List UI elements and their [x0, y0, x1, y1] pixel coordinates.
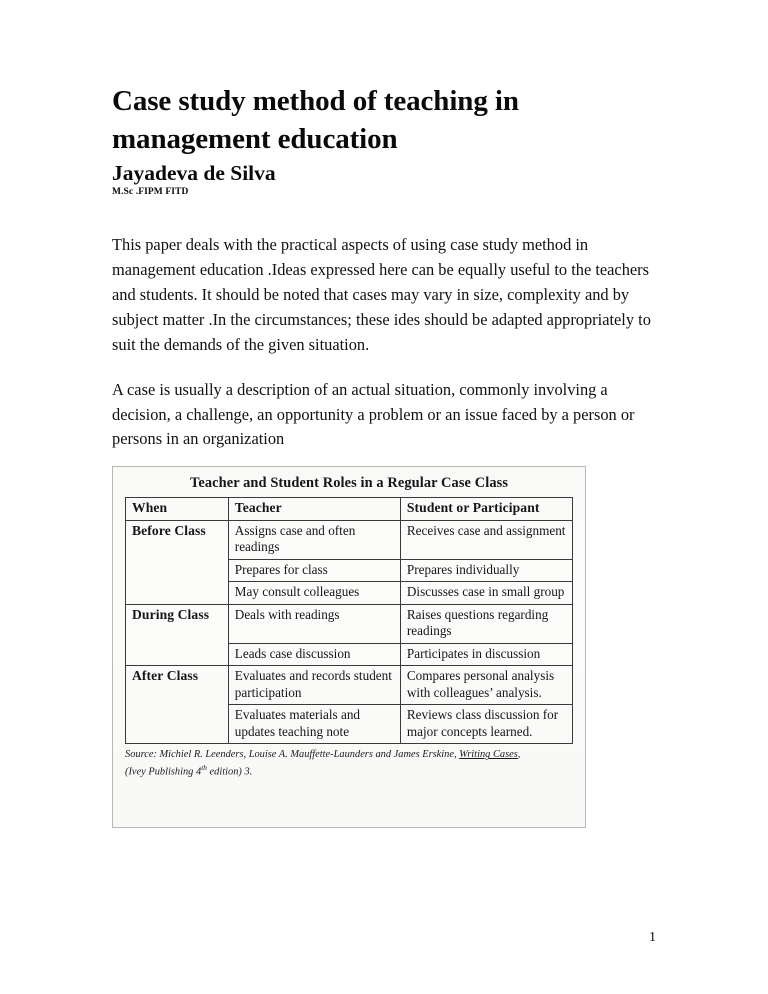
figure-inner [113, 467, 585, 827]
source-work-title: Writing Cases [459, 749, 518, 761]
figure-roles-table [112, 466, 586, 828]
source-edition-suffix: edition) 3. [206, 766, 253, 778]
teacher-cell: Leads case discussion [228, 643, 400, 666]
document-content [112, 82, 658, 452]
teacher-cell: May consult colleagues [228, 582, 400, 605]
source-prefix: Source: Michiel R. Leenders, Louise A. Mauffette-Launders and James Erskine, [125, 749, 460, 761]
teacher-cell: Evaluates materials and updates teaching note [228, 705, 400, 744]
table-row [126, 604, 573, 643]
teacher-cell: Prepares for class [228, 559, 400, 582]
student-cell: Participates in discussion [400, 643, 572, 666]
teacher-cell: Evaluates and records student participation [228, 666, 400, 705]
source-edition-prefix: (Ivey Publishing 4 [125, 766, 202, 778]
table-caption: Teacher and Student Roles in a Regular Case Class [189, 475, 509, 491]
student-cell: Prepares individually [400, 559, 572, 582]
author-name: Jayadeva de Silva [112, 160, 276, 185]
when-after-class: After Class [126, 666, 229, 744]
teacher-cell: Assigns case and often readings [228, 520, 400, 559]
source-suffix: , [517, 749, 521, 761]
table-row [126, 520, 573, 559]
roles-table [125, 497, 573, 744]
table-source-citation [125, 748, 573, 780]
source-edition-ordinal: th [201, 763, 207, 773]
column-header-when: When [126, 498, 229, 521]
student-cell: Receives case and assignment [400, 520, 572, 559]
page-title: Case study method of teaching in management education [112, 85, 519, 156]
table-row [126, 666, 573, 705]
when-during-class: During Class [126, 604, 229, 666]
teacher-cell: Deals with readings [228, 604, 400, 643]
table-header-row [126, 498, 573, 521]
student-cell: Discusses case in small group [400, 582, 572, 605]
column-header-teacher: Teacher [228, 498, 400, 521]
student-cell: Reviews class discussion for major concepts learned. [400, 705, 572, 744]
author-credentials: M.Sc .FIPM FITD [112, 186, 189, 197]
paragraph-case-definition: A case is usually a description of an actual situation, commonly involving a decision, a challenge, an opportunity a problem or an issue faced by a person or persons in an organization [112, 379, 635, 449]
page-number: 1 [649, 930, 656, 945]
column-header-student: Student or Participant [400, 498, 572, 521]
when-before-class: Before Class [126, 520, 229, 604]
paragraph-abstract: This paper deals with the practical aspects of using case study method in management education .Ideas expressed here can be equally useful to the teachers and students. It should be noted that cases may vary in size, complexity and by subject matter .In the circumstances; these ides should be adapted appropriately to suit the demands of the given situation. [112, 234, 651, 354]
student-cell: Compares personal analysis with colleagues’ analysis. [400, 666, 572, 705]
student-cell: Raises questions regarding readings [400, 604, 572, 643]
